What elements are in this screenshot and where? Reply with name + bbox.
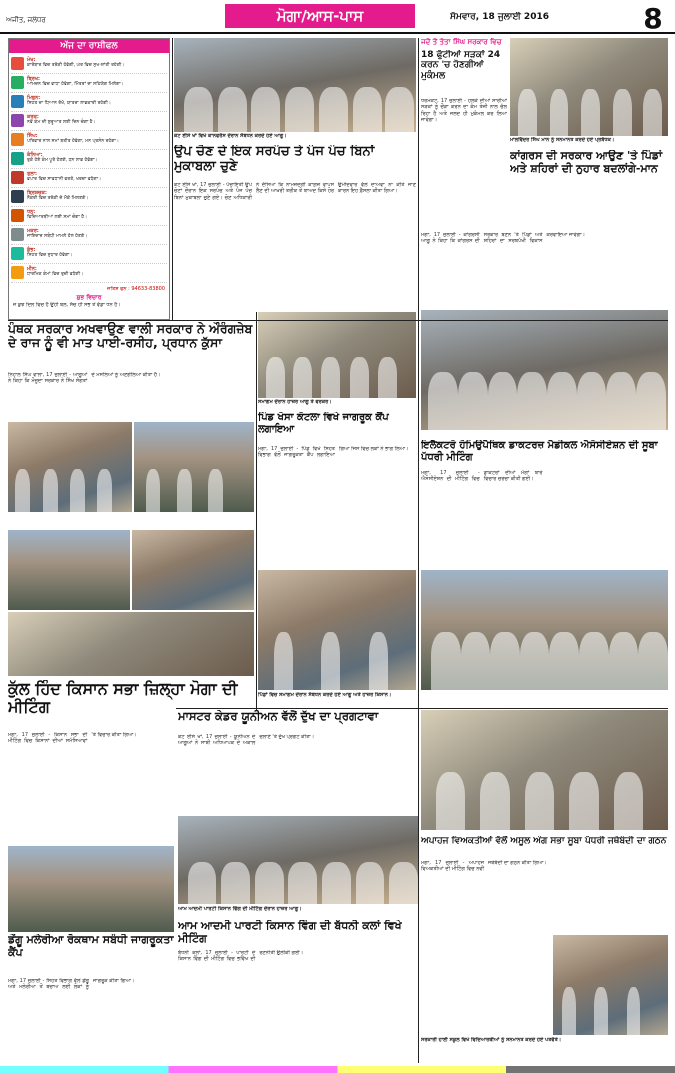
horoscope-sign-text: ਨੌਕਰੀ ਵਿਚ ਤਰੱਕੀ ਦੇ ਮੌਕੇ ਮਿਲਣਗੇ। [27,196,89,201]
horoscope-sign-row [11,74,167,93]
horoscope-sign-text: ਕਾਰੋਬਾਰ ਵਿਚ ਤਰੱਕੀ ਹੋਵੇਗੀ, ਘਰ ਵਿਚ ਸੁਖ-ਸ਼ਾਂਤੀ ਰਹੇਗੀ। [27,63,125,68]
photo-kisan-1 [8,530,130,610]
horoscope-sign-row [11,55,167,74]
horoscope-sign-row [11,245,167,264]
horoscope-sign-name: ਬ੍ਰਿਖ: [27,76,40,82]
horoscope-footer: ਜੋਤਿਸ਼ ਫੋਨ : 94633-83800 [107,286,165,292]
photo-right-mid [421,310,668,430]
headline-kisan-sabha: ਕੁੱਲ ਹਿੰਦ ਕਿਸਾਨ ਸਭਾ ਜ਼ਿਲ੍ਹਾ ਮੋਗਾ ਦੀ ਮੀਟਿੰਗ [8,680,238,717]
horoscope-sign-text: ਨਵੇਂ ਕੰਮ ਦੀ ਸ਼ੁਰੂਆਤ ਲਈ ਦਿਨ ਚੰਗਾ ਹੈ। [27,120,96,125]
zodiac-icon [11,114,24,127]
horoscope-sign-row [11,112,167,131]
print-color-bar [0,1066,675,1073]
horoscope-list [9,55,169,285]
horoscope-title: ਅੱਜ ਦਾ ਰਾਸ਼ੀਫਲ [9,39,169,53]
zodiac-icon [11,247,24,260]
masthead-date: ਸੋਮਵਾਰ, 18 ਜੁਲਾਈ 2016 [450,12,549,22]
photo-wide-2 [421,570,668,690]
headline-electro-homeopathic: ਇਲੈਕਟਰੋ ਹੋਮਿਉਪੈਥਿਕ ਡਾਕਟਰਜ਼ ਮੈਡੀਕਲ ਐਸੋਸੀਏਸ਼ਨ ਦੀ ਸੂਬਾ ਪੱਧਰੀ ਮੀਟਿੰਗ [421,440,658,463]
story-khosa-kotla-body: ਮੋਗਾ, 17 ਜੁਲਾਈ - ਪਿੰਡ ਵਿਖੇ ਸਿਹਤ ਵਿਭਾਗ ਵੱਲੋਂ ਜਾਗਰੂਕਤਾ ਕੈਂਪ ਲਗਾਇਆ ਗਿਆ ਜਿਸ ਵਿਚ ਲੋਕਾਂ ਨੇ ਭਾਗ ਲਿਆ। [258,446,409,459]
horoscope-box [8,38,170,320]
page-number: 8 [643,2,663,34]
divider [172,38,173,320]
kicker-tota-singh: ਜਦੋਂ ਤੋਂ ਤੋਤਾ ਸਿੰਘ ਸਰਕਾਰ ਵਿਚ [421,38,502,46]
photo-wide-1 [258,570,416,690]
horoscope-sign-row [11,93,167,112]
story-sarpanch-body: ਕੋਟ ਈਸੇ ਖਾਂ, 17 ਜੁਲਾਈ - ਪੰਚਾਇਤੀ ਉਪ ਚੋਣਾਂ ਦੌਰਾਨ ਇਕ ਸਰਪੰਚ ਅਤੇ ਪੰਜ ਪੰਚ ਬਿਨਾਂ ਮੁਕਾਬਲਾ ਚੁਣੇ ਗਏ। ਚੋਣ ਅਧਿਕਾਰੀ ਨੇ ਦੱਸਿਆ ਕਿ ਨਾਮਜ਼ਦਗੀ ਕਾਗ਼ਜ਼ ਵਾਪਸ ਲੈਣ ਦੀ ਆਖ਼ਰੀ ਤਰੀਕ ਤੋਂ ਬਾਅਦ ਕਿਸੇ ਹੋਰ ਉਮੀਦਵਾਰ ਵੱਲੋਂ ਦਾਅਵਾ ਨਾ ਕੀਤੇ ਜਾਣ ਕਾਰਨ ਇਹ ਫ਼ੈਸਲਾ ਕੀਤਾ ਗਿਆ। [174,182,416,201]
story-dengue-body: ਮੋਗਾ, 17 ਜੁਲਾਈ - ਸਿਹਤ ਵਿਭਾਗ ਵੱਲੋਂ ਡੇਂਗੂ ਅਤੇ ਮਲੇਰੀਆ ਤੋਂ ਬਚਾਅ ਲਈ ਲੋਕਾਂ ਨੂੰ ਜਾਗਰੂਕ ਕੀਤਾ ਗਿਆ। [8,978,135,991]
headline-sarpanch: ਉਪ ਚੋਣ ਦੇ ਇਕ ਸਰਪੰਚ ਤੇ ਪੰਜ ਪੰਚ ਬਿਨਾਂ ਮੁਕਾਬਲਾ ਚੁਣੇ [174,145,375,174]
masthead-left-text: ਅਜੀਤ, ਜਲੰਧਰ [6,16,46,24]
photo-right-lower [421,710,668,830]
photo-aap-caption: ਆਮ ਆਦਮੀ ਪਾਰਟੀ ਕਿਸਾਨ ਵਿੰਗ ਦੀ ਮੀਟਿੰਗ ਦੌਰਾਨ ਹਾਜ਼ਰ ਆਗੂ। [178,906,302,912]
headline-disabled-association: ਅਪਾਹਜ ਵਿਅਕਤੀਆਂ ਵੱਲੋਂ ਅਸੂਲ ਅੰਗ ਸਭਾ ਸੂਬਾ ਪੱਧਰੀ ਜਥੇਬੰਦੀ ਦਾ ਗਠਨ [421,836,667,846]
horoscope-sign-row [11,226,167,245]
photo-aap [178,816,418,904]
horoscope-sign-name: ਕੁੰਭ: [27,247,36,253]
horoscope-sign-name: ਮੀਨ: [27,266,37,272]
horoscope-sign-text: ਪਰਿਵਾਰ ਨਾਲ ਸਮਾਂ ਬਤੀਤ ਹੋਵੇਗਾ, ਮਨ ਪ੍ਰਸੰਨ ਰਹੇਗਾ। [27,139,119,144]
section-title: ਮੋਗਾ/ਆਸ-ਪਾਸ [225,4,415,28]
photo-kisan-2 [132,530,254,610]
zodiac-icon [11,133,24,146]
story-electro-body: ਮੋਗਾ, 17 ਜੁਲਾਈ - ਐਸੋਸੀਏਸ਼ਨ ਦੀ ਮੀਟਿੰਗ ਵਿਚ ਡਾਕਟਰਾਂ ਦੀਆਂ ਮੰਗਾਂ ਬਾਰੇ ਵਿਚਾਰ ਚਰਚਾ ਕੀਤੀ ਗਈ। [421,470,543,483]
headline-master-cadre: ਮਾਸਟਰ ਕੇਡਰ ਯੂਨੀਅਨ ਵੱਲੋਂ ਦੁੱਖ ਦਾ ਪ੍ਰਗਟਾਵਾ [178,710,379,723]
photo-panthak-2 [134,422,254,512]
horoscope-sign-row [11,131,167,150]
photo-top-center [174,38,416,132]
divider [256,312,257,710]
story-congress-body: ਮੋਗਾ, 17 ਜੁਲਾਈ - ਕਾਂਗਰਸੀ ਆਗੂ ਨੇ ਕਿਹਾ ਕਿ ਕਾਂਗਰਸ ਦੀ ਸਰਕਾਰ ਬਣਨ 'ਤੇ ਪਿੰਡਾਂ ਅਤੇ ਸ਼ਹਿਰਾਂ ਦਾ ਸਰਬਪੱਖੀ ਵਿਕਾਸ ਕਰਵਾਇਆ ਜਾਵੇਗਾ। [421,232,586,245]
horoscope-sign-name: ਕਰਕ: [27,114,39,120]
headline-aap-kisan-wing: ਆਮ ਆਦਮੀ ਪਾਰਟੀ ਕਿਸਾਨ ਵਿੰਗ ਦੀ ਬੱਧਨੀ ਕਲਾਂ ਵਿਖੇ ਮੀਟਿੰਗ [178,920,402,945]
headline-roads: 18 ਫੁੱਟੀਆਂ ਸੜਕਾਂ 24 ਕਰਨ 'ਚ ਹੋਣਗੀਆਂ ਮੁਕੰਮਲ [421,50,501,81]
headline-dengue: ਡੇਂਗੂ ਮਲੇਰੀਆ ਰੋਕਥਾਮ ਸਬੰਧੀ ਜਾਗਰੂਕਤਾ ਕੈਂਪ [8,934,174,959]
quote-title: ਸ਼ੁਭ ਵਿਚਾਰ [76,294,102,301]
zodiac-icon [11,152,24,165]
horoscope-sign-row [11,169,167,188]
zodiac-icon [11,190,24,203]
photo-right-top-caption: ਮਾਲਵਿੰਦਰ ਸਿੰਘ ਮਾਨ ਨੂੰ ਸਨਮਾਨਤ ਕਰਦੇ ਹੋਏ ਪ੍ਰਬੰਧਕ। [510,137,615,143]
horoscope-sign-row [11,188,167,207]
photo-right-top [510,38,668,136]
horoscope-sign-row [11,264,167,283]
photo-kisan-3 [8,612,254,676]
zodiac-icon [11,57,24,70]
horoscope-sign-row [11,207,167,226]
zodiac-icon [11,95,24,108]
zodiac-icon [11,209,24,222]
horoscope-sign-text: ਵਪਾਰ ਵਿਚ ਸਾਵਧਾਨੀ ਵਰਤੋ, ਖਰਚਾ ਵਧੇਗਾ। [27,177,102,182]
headline-panthak: ਪੰਥਕ ਸਰਕਾਰ ਅਖਵਾਉਣ ਵਾਲੀ ਸਰਕਾਰ ਨੇ ਔਰੰਗਜ਼ੇਬ ਦੇ ਰਾਜ ਨੂੰ ਵੀ ਮਾਤ ਪਾਈ-ਰਸੀਹ, ਪ੍ਰਧਾਨ ਕੁੱਸਾ [8,322,253,351]
photo-center-mid [258,312,416,398]
photo-top-caption: ਕੋਟ ਈਸੇ ਖਾਂ ਵਿਖੇ ਕਾਨਫਰੰਸ ਦੌਰਾਨ ਸੰਬੋਧਨ ਕਰਦੇ ਹੋਏ ਆਗੂ। [174,133,287,139]
horoscope-sign-text: ਆਮਦਨ ਵਿਚ ਵਾਧਾ ਹੋਵੇਗਾ, ਮਿੱਤਰਾਂ ਦਾ ਸਹਿਯੋਗ ਮਿਲੇਗਾ। [27,82,124,87]
horoscope-sign-name: ਮੇਖ: [27,57,36,63]
story-aap-body: ਬੱਧਨੀ ਕਲਾਂ, 17 ਜੁਲਾਈ - ਪਾਰਟੀ ਦੇ ਕਿਸਾਨ ਵਿੰਗ ਦੀ ਮੀਟਿੰਗ ਵਿਚ ਭਵਿੱਖ ਦੀ ਰਣਨੀਤੀ ਉਲੀਕੀ ਗਈ। [178,950,304,963]
horoscope-sign-name: ਬ੍ਰਿਸ਼ਚਕ: [27,190,47,196]
story-disabled-body: ਮੋਗਾ, 17 ਜੁਲਾਈ - ਅਪਾਹਜ ਵਿਅਕਤੀਆਂ ਦੀ ਮੀਟਿੰਗ ਵਿਚ ਨਵੀਂ ਜਥੇਬੰਦੀ ਦਾ ਗਠਨ ਕੀਤਾ ਗਿਆ। [421,860,547,873]
photo-panthak-1 [8,422,132,512]
quote-text: ਜੋ ਕੁਝ ਦਿਲ ਵਿਚ ਹੈ ਉਹੀ ਬੋਲੋ, ਸੱਚ ਹੀ ਸਭ ਤੋਂ ਵੱਡਾ ਧਨ ਹੈ। [13,302,121,308]
zodiac-icon [11,76,24,89]
horoscope-sign-text: ਸਿਹਤ ਵਿਚ ਸੁਧਾਰ ਹੋਵੇਗਾ। [27,253,73,258]
horoscope-sign-name: ਸਿੰਘ: [27,133,38,139]
masthead [0,0,675,34]
headline-congress: ਕਾਂਗਰਸ ਦੀ ਸਰਕਾਰ ਆਉਣ 'ਤੇ ਪਿੰਡਾਂ ਅਤੇ ਸ਼ਹਿਰਾਂ ਦੀ ਨੁਹਾਰ ਬਦਲਾਂਗੇ-ਮਾਨ [510,150,663,175]
story-panthak-body: ਨਿਹਾਲ ਸਿੰਘ ਵਾਲਾ, 17 ਜੁਲਾਈ - ਆਗੂਆਂ ਨੇ ਕਿਹਾ ਕਿ ਮੌਜੂਦਾ ਸਰਕਾਰ ਨੇ ਸਿੱਖ ਸੰਗਤਾਂ ਦੇ ਮਸਲਿਆਂ ਨੂੰ ਅਣਗੌਲਿਆ ਕੀਤਾ ਹੈ। [8,372,161,385]
headline-khosa-kotla: ਪਿੰਡ ਖੋਸਾ ਕੋਟਲਾ ਵਿਖੇ ਜਾਗਰੂਕ ਕੈਂਪ ਲਗਾਇਆ [258,412,389,435]
divider [418,38,419,1063]
divider [176,708,668,709]
horoscope-sign-text: ਜਾਇਦਾਦ ਸਬੰਧੀ ਮਾਮਲੇ ਹੱਲ ਹੋਣਗੇ। [27,234,88,239]
horoscope-sign-text: ਧਾਰਮਿਕ ਕੰਮਾਂ ਵਿਚ ਰੁਚੀ ਵਧੇਗੀ। [27,272,84,277]
horoscope-sign-name: ਮਕਰ: [27,228,39,234]
photo-bottom-right [553,935,668,1035]
horoscope-sign-name: ਤੁਲਾ: [27,171,38,177]
photo-center-mid-caption: ਸਮਾਗਮ ਦੌਰਾਨ ਹਾਜ਼ਰ ਆਗੂ ਤੇ ਵਰਕਰ। [258,399,332,405]
story-kisan-sabha-body: ਮੋਗਾ, 17 ਜੁਲਾਈ - ਕਿਸਾਨ ਸਭਾ ਦੀ ਮੀਟਿੰਗ ਵਿਚ ਕਿਸਾਨਾਂ ਦੀਆਂ ਸਮੱਸਿਆਵਾਂ 'ਤੇ ਵਿਚਾਰ ਕੀਤਾ ਗਿਆ। [8,732,137,745]
wide-photo-caption: ਪਿੰਡਾਂ ਵਿਚ ਸਮਾਗਮ ਦੌਰਾਨ ਸੰਬੋਧਨ ਕਰਦੇ ਹੋਏ ਆਗੂ ਅਤੇ ਹਾਜ਼ਰ ਕਿਸਾਨ। [258,692,392,698]
story-master-cadre-body: ਕੋਟ ਈਸੇ ਖਾਂ, 17 ਜੁਲਾਈ - ਯੂਨੀਅਨ ਦੇ ਆਗੂਆਂ ਨੇ ਸਾਥੀ ਅਧਿਆਪਕ ਦੇ ਅਕਾਲ ਚਲਾਣੇ 'ਤੇ ਦੁੱਖ ਪ੍ਰਗਟ ਕੀਤਾ। [178,734,315,747]
divider [8,320,668,321]
horoscope-sign-name: ਕੰਨਿਆ: [27,152,43,158]
horoscope-sign-name: ਧਨੁ: [27,209,36,215]
zodiac-icon [11,228,24,241]
horoscope-sign-text: ਰੁਕੇ ਹੋਏ ਕੰਮ ਪੂਰੇ ਹੋਣਗੇ, ਧਨ ਲਾਭ ਹੋਵੇਗਾ। [27,158,98,163]
horoscope-sign-name: ਮਿਥੁਨ: [27,95,41,101]
zodiac-icon [11,266,24,279]
photo-bottom-right-caption: ਸਰਕਾਰੀ ਹਾਈ ਸਕੂਲ ਵਿਖੇ ਵਿਦਿਆਰਥੀਆਂ ਨੂੰ ਸਨਮਾਨਤ ਕਰਦੇ ਹੋਏ ਪਤਵੰਤੇ। [421,1037,562,1043]
horoscope-sign-text: ਸਿਹਤ ਦਾ ਧਿਆਨ ਰੱਖੋ, ਯਾਤਰਾ ਲਾਭਕਾਰੀ ਰਹੇਗੀ। [27,101,111,106]
zodiac-icon [11,171,24,184]
photo-dengue [8,846,174,932]
horoscope-sign-text: ਵਿਦਿਆਰਥੀਆਂ ਲਈ ਸਮਾਂ ਚੰਗਾ ਹੈ। [27,215,88,220]
horoscope-sign-row [11,150,167,169]
story-roads-body: ਧਰਮਕੋਟ, 17 ਜੁਲਾਈ - ਹਲਕੇ ਦੀਆਂ ਸਾਰੀਆਂ ਸੜਕਾਂ ਨੂੰ ਚੌੜਾ ਕਰਨ ਦਾ ਕੰਮ ਤੇਜ਼ੀ ਨਾਲ ਚੱਲ ਰਿਹਾ ਹੈ ਅਤੇ ਜਲਦ ਹੀ ਮੁਕੰਮਲ ਕਰ ਲਿਆ ਜਾਵੇਗਾ। [421,98,507,124]
